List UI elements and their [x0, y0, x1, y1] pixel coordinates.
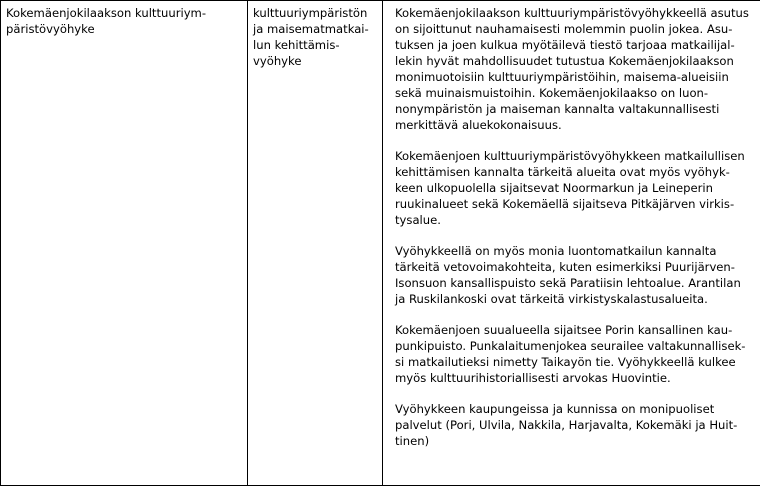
- description-line: ja Ruskilankoski ovat tärkeitä virkistyskalastusalueita.: [395, 292, 708, 306]
- description-line: ruukinalueet sekä Kokemäellä sijaitseva Pitkäjärven virkis-: [395, 197, 735, 211]
- description-line: on sijoittunut nauhamaisesti molemmin puolin jokea. Asu-: [395, 22, 733, 36]
- description-line: sekä muinaismuistoihin. Kokemäenjokilaakso on luon-: [395, 86, 709, 100]
- zone-type-line: kulttuuriympäristön: [253, 6, 368, 20]
- description-paragraph: [395, 243, 760, 307]
- description-line: Vyöhykkeellä on myös monia luontomatkailun kannalta: [395, 244, 717, 258]
- description-line: tärkeitä vetovoimakohteita, kuten esimerkiksi Puurijärven-: [395, 260, 735, 274]
- description-line: Isonsuon kansallispuisto sekä Paratiisin lehtoalue. Arantilan: [395, 276, 741, 290]
- zone-type-cell: [248, 1, 383, 486]
- description-line: monimuotoisiin kulttuuriympäristöihin, maisema-alueisiin: [395, 70, 729, 84]
- zone-type-line: ja maisematmatkai-: [253, 22, 369, 36]
- zone-name-line: Kokemäenjokilaakson kulttuuriym-: [6, 6, 207, 20]
- description-line: si matkailutieksi nimetty Taikayön tie. Vyöhykkeellä kulkee: [395, 355, 736, 369]
- table-row: [1, 1, 760, 486]
- description-line: punkipuisto. Punkalaitumenjokea seurailee valtakunnallisek-: [395, 339, 746, 353]
- description-cell: [383, 1, 760, 486]
- description-line: tuksen ja joen kulkua myötäilevä tiestö tarjoaa matkailijal-: [395, 38, 735, 52]
- description-line: lekin hyvät mahdollisuudet tutustua Kokemäenjokilaakson: [395, 54, 734, 68]
- zone-type-line: vyöhyke: [253, 54, 302, 68]
- description-paragraph: [395, 401, 760, 449]
- description-line: tinen): [395, 434, 430, 448]
- description-line: Kokemäenjoen kulttuuriympäristövyöhykkeen matkailullisen: [395, 149, 745, 163]
- description-line: Kokemäenjokilaakson kulttuuriympäristövyöhykkeellä asutus: [395, 6, 749, 20]
- description-paragraph: [395, 322, 760, 386]
- description-line: myös kulttuurihistoriallisesti arvokas Huovintie.: [395, 371, 671, 385]
- zone-name-cell: [1, 1, 248, 486]
- description-line: nonympäristön ja maiseman kannalta valtakunnallisesti: [395, 102, 720, 116]
- description-paragraph: [395, 148, 760, 228]
- description-line: palvelut (Pori, Ulvila, Nakkila, Harjavalta, Kokemäki ja Huit-: [395, 418, 738, 432]
- description-line: Vyöhykkeen kaupungeissa ja kunnissa on monipuoliset: [395, 402, 715, 416]
- zone-type-line: lun kehittämis-: [253, 38, 340, 52]
- description-line: keen ulkopuolella sijaitsevat Noormarkun ja Leineperin: [395, 181, 713, 195]
- description-line: merkittävä aluekokonaisuus.: [395, 118, 562, 132]
- description-line: Kokemäenjoen suualueella sijaitsee Porin kansallinen kau-: [395, 323, 733, 337]
- description-line: tysalue.: [395, 213, 441, 227]
- description-paragraph: [395, 5, 760, 133]
- description-line: kehittämisen kannalta tärkeitä alueita ovat myös vyöhyk-: [395, 165, 730, 179]
- zone-name-line: päristövyöhyke: [6, 22, 95, 36]
